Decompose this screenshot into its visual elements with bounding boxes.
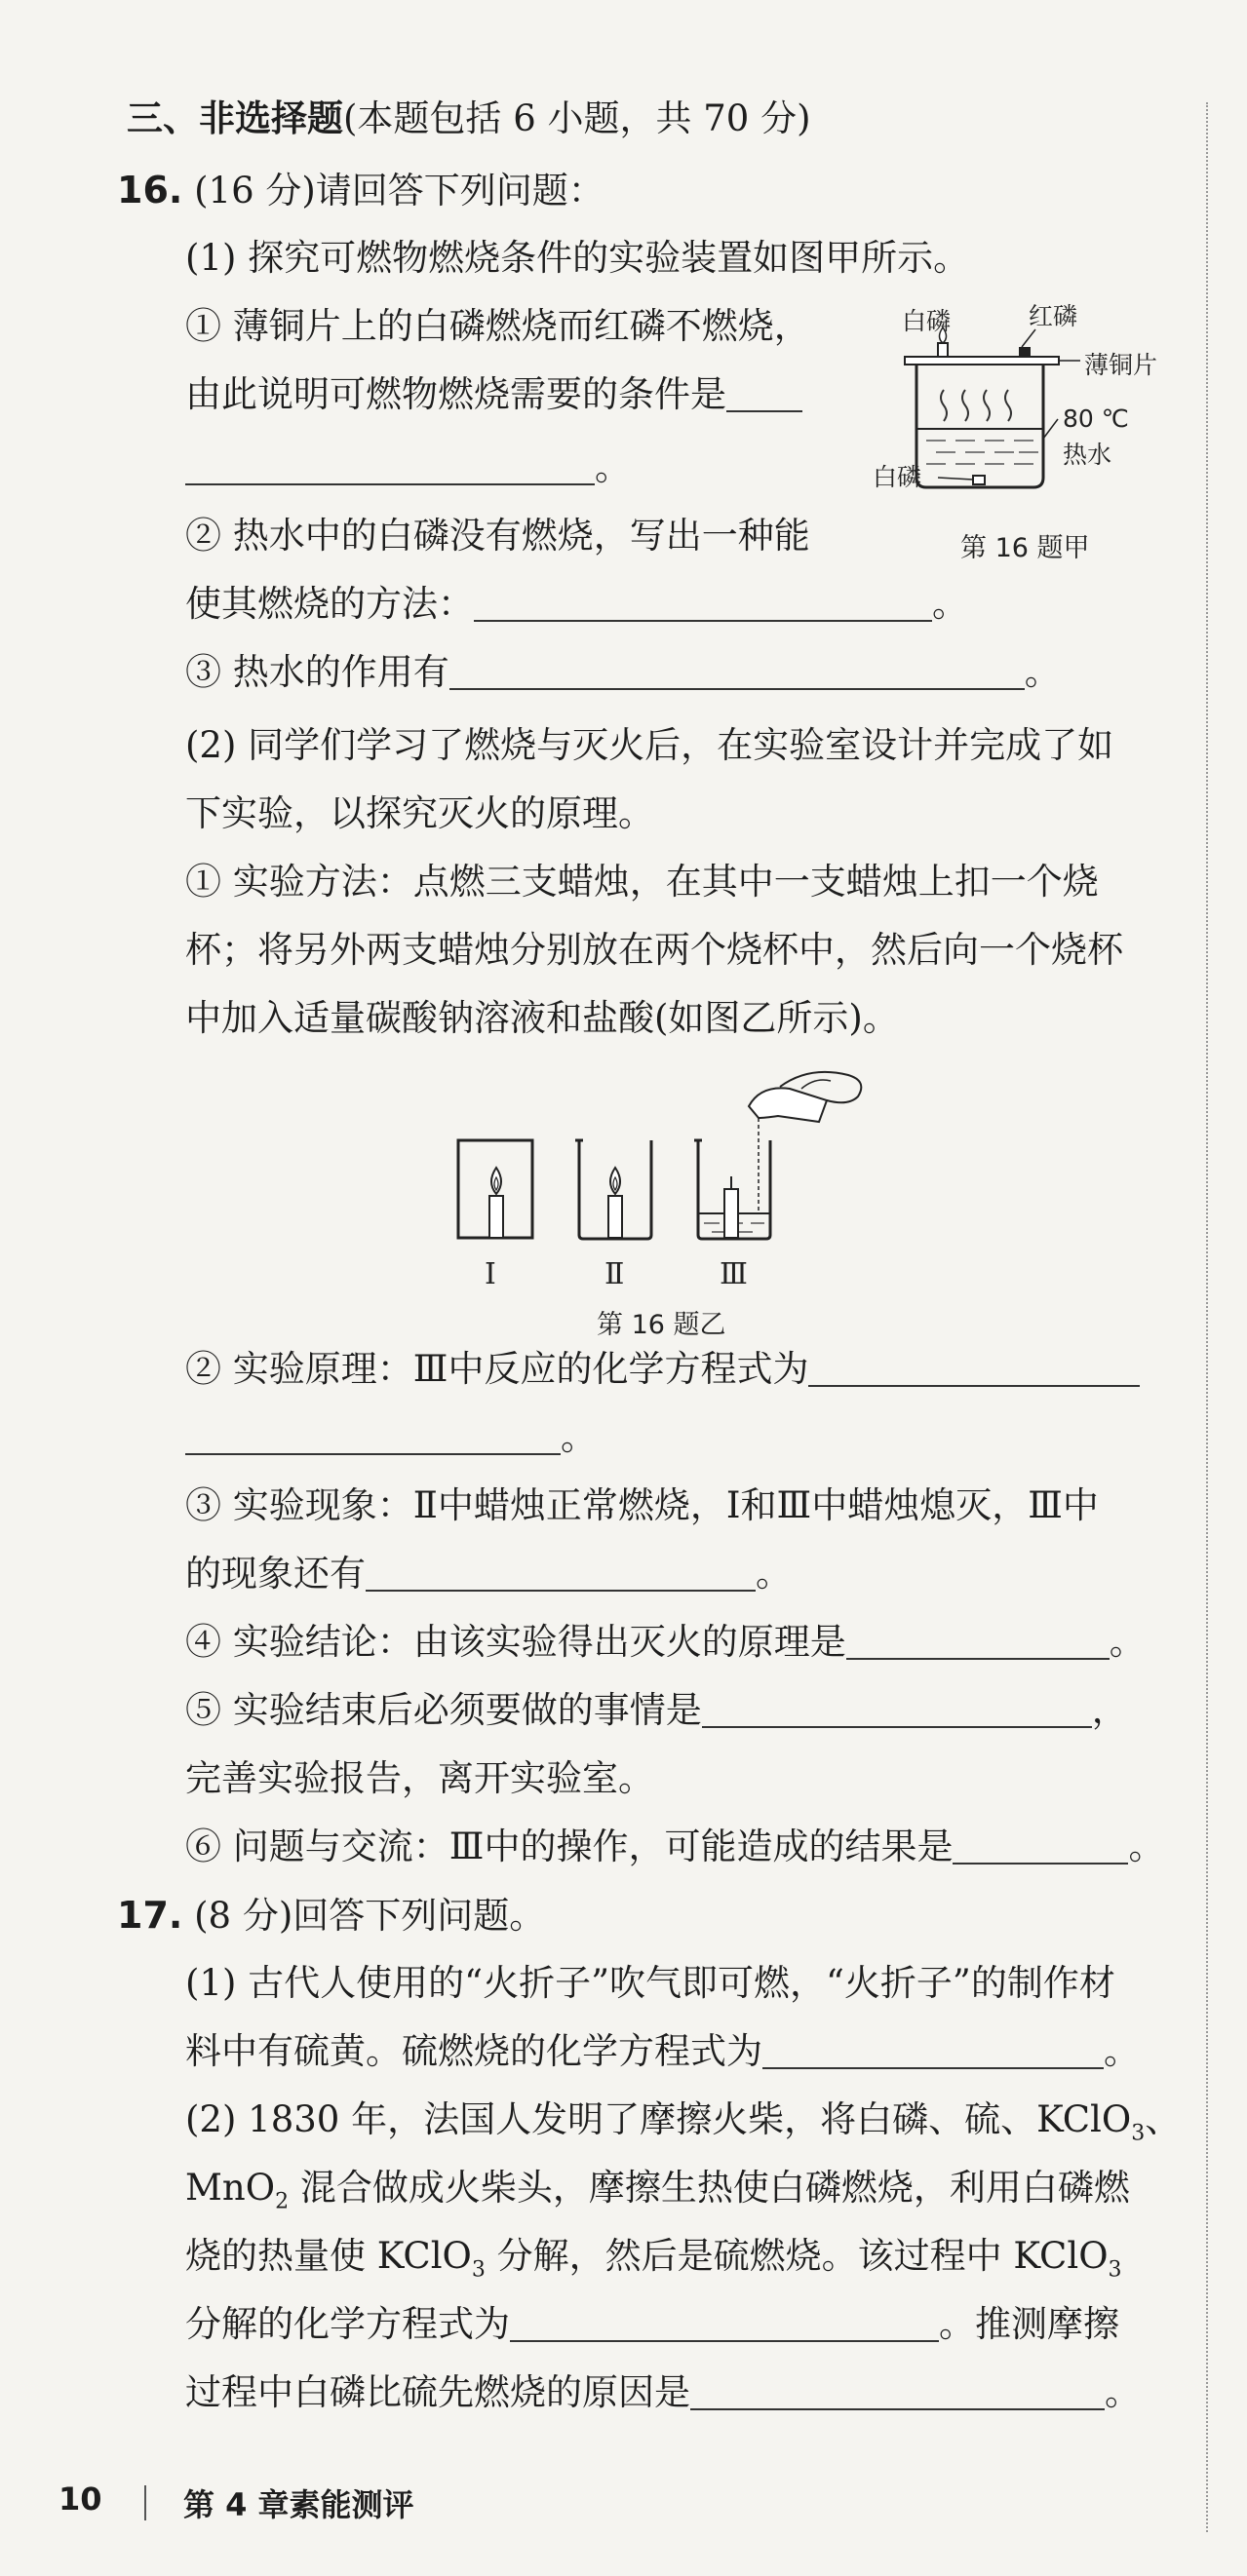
label-water: 热水 bbox=[1063, 441, 1112, 469]
q16-p2-6: ⑥ 问题与交流：Ⅲ中的操作，可能造成的结果是 。 bbox=[185, 1826, 1165, 1867]
answer-blank[interactable] bbox=[366, 1551, 756, 1592]
q16-head: (16 分)请回答下列问题： bbox=[194, 170, 604, 211]
margin-dotted-line bbox=[1206, 102, 1208, 2532]
q16-p2-2: ② 实验原理：Ⅲ中反应的化学方程式为 bbox=[185, 1340, 1140, 1399]
figure-b-candles bbox=[439, 1067, 907, 1301]
label-III: Ⅲ bbox=[720, 1257, 748, 1291]
answer-blank[interactable] bbox=[953, 1824, 1128, 1865]
q17-p2a: (2) 1830 年，法国人发明了摩擦火柴，将白磷、硫、KClO$_3$、 bbox=[185, 2098, 1182, 2146]
steam-icon bbox=[1005, 390, 1011, 421]
section-title: 三、非选择题 bbox=[127, 97, 343, 139]
q16-p2-2b: 。 bbox=[185, 1408, 597, 1467]
q16-p1-2a: ② 热水中的白磷没有燃烧，写出一种能 bbox=[185, 515, 810, 557]
q17-p2c: 烧的热量使 KClO$_3$ 分解，然后是硫燃烧。该过程中 KClO$_3$ bbox=[185, 2235, 1122, 2283]
q16-part1: (1) 探究可燃物燃烧条件的实验装置如图甲所示。 bbox=[185, 237, 970, 279]
q16-p2-5a: ⑤ 实验结束后必须要做的事情是 ， bbox=[185, 1689, 1128, 1731]
figure-a-caption: 第 16 题甲 bbox=[960, 533, 1090, 563]
q16-p2a: (2) 同学们学习了燃烧与灭火后，在实验室设计并完成了如 bbox=[185, 724, 1114, 766]
label-white-p-top: 白磷 bbox=[902, 307, 952, 335]
answer-blank[interactable] bbox=[185, 1414, 561, 1455]
footer-divider bbox=[144, 2485, 146, 2520]
q17-p2d: 分解的化学方程式为 。推测摩擦 bbox=[185, 2303, 1119, 2345]
label-red-p: 红磷 bbox=[1029, 302, 1078, 330]
answer-blank[interactable] bbox=[808, 1346, 1140, 1387]
section-note: (本题包括 6 小题，共 70 分) bbox=[343, 97, 811, 139]
answer-blank[interactable] bbox=[510, 2301, 939, 2342]
answer-blank[interactable] bbox=[726, 371, 802, 412]
answer-blank[interactable] bbox=[690, 2369, 1105, 2410]
beaker bbox=[916, 365, 1043, 487]
q17-head: (8 分)回答下列问题。 bbox=[194, 1895, 546, 1937]
beaker-I bbox=[458, 1140, 532, 1238]
candle bbox=[608, 1196, 622, 1238]
steam-icon bbox=[941, 390, 947, 421]
beaker-III bbox=[694, 1072, 861, 1239]
q16-p2-1b: 杯；将另外两支蜡烛分别放在两个烧杯中，然后向一个烧杯 bbox=[185, 929, 1123, 971]
q17-p2e: 过程中白磷比硫先燃烧的原因是 。 bbox=[185, 2371, 1141, 2413]
chapter-title: 第 4 章素能测评 bbox=[183, 2486, 414, 2523]
label-copper: 薄铜片 bbox=[1084, 351, 1158, 379]
label-I: Ⅰ bbox=[485, 1257, 496, 1291]
q17-p1a: (1) 古代人使用的“火折子”吹气即可燃，“火折子”的制作材 bbox=[185, 1962, 1115, 2004]
q16-p2-5b: 完善实验报告，离开实验室。 bbox=[185, 1757, 654, 1799]
q16-p1-1b: 由此说明可燃物燃烧需要的条件是 bbox=[185, 365, 802, 424]
answer-blank[interactable] bbox=[449, 649, 1025, 690]
white-phosphorus-water bbox=[973, 476, 985, 484]
red-phosphorus bbox=[1019, 347, 1031, 357]
q16-p2-4: ④ 实验结论：由该实验得出灭火的原理是 。 bbox=[185, 1621, 1146, 1663]
q17-header bbox=[117, 1886, 545, 1945]
candle bbox=[724, 1189, 738, 1238]
water-hatching bbox=[926, 441, 1038, 464]
q17-p1b: 料中有硫黄。硫燃烧的化学方程式为 。 bbox=[185, 2030, 1140, 2072]
steam-icon bbox=[984, 390, 990, 421]
q16-number: 16. bbox=[117, 169, 183, 211]
q16-p1-2b: 使其燃烧的方法： 。 bbox=[185, 583, 968, 625]
label-II: Ⅱ bbox=[604, 1257, 625, 1291]
q16-p2-1a: ① 实验方法：点燃三支蜡烛，在其中一支蜡烛上扣一个烧 bbox=[185, 861, 1099, 903]
section-header bbox=[127, 90, 811, 148]
label-temp: 80 ℃ bbox=[1063, 404, 1129, 433]
q16-p1-1c: 。 bbox=[185, 439, 631, 497]
figure-b-caption: 第 16 题乙 bbox=[597, 1310, 726, 1340]
page-number: 10 bbox=[58, 2480, 102, 2518]
q16-p1-3: ③ 热水的作用有 。 bbox=[185, 651, 1061, 693]
answer-blank[interactable] bbox=[185, 444, 595, 485]
q16-p2b: 下实验，以探究灭火的原理。 bbox=[185, 792, 654, 834]
copper-sheet bbox=[905, 357, 1059, 365]
pouring-test-tube bbox=[749, 1088, 827, 1122]
answer-blank[interactable] bbox=[846, 1619, 1110, 1660]
q16-p1-1a: ① 薄铜片上的白磷燃烧而红磷不燃烧， bbox=[185, 305, 810, 347]
beaker-II bbox=[575, 1140, 651, 1239]
answer-blank[interactable] bbox=[762, 2028, 1104, 2069]
white-phosphorus-top bbox=[938, 343, 948, 357]
label-white-p-water: 白磷 bbox=[873, 463, 922, 491]
q16-p2-3b: 的现象还有 。 bbox=[185, 1553, 792, 1595]
q16-p2-1c: 中加入适量碳酸钠溶液和盐酸(如图乙所示)。 bbox=[185, 997, 899, 1039]
answer-blank[interactable] bbox=[702, 1687, 1092, 1728]
q17-p2b: MnO$_2$ 混合做成火柴头，摩擦生热使白磷燃烧，利用白磷燃 bbox=[185, 2167, 1130, 2214]
steam-icon bbox=[962, 390, 968, 421]
q17-number: 17. bbox=[117, 1894, 183, 1937]
q16-p2-3a: ③ 实验现象：Ⅱ中蜡烛正常燃烧，Ⅰ和Ⅲ中蜡烛熄灭，Ⅲ中 bbox=[185, 1484, 1099, 1526]
q16-header bbox=[117, 161, 604, 220]
answer-blank[interactable] bbox=[474, 581, 932, 622]
candle bbox=[489, 1196, 503, 1238]
